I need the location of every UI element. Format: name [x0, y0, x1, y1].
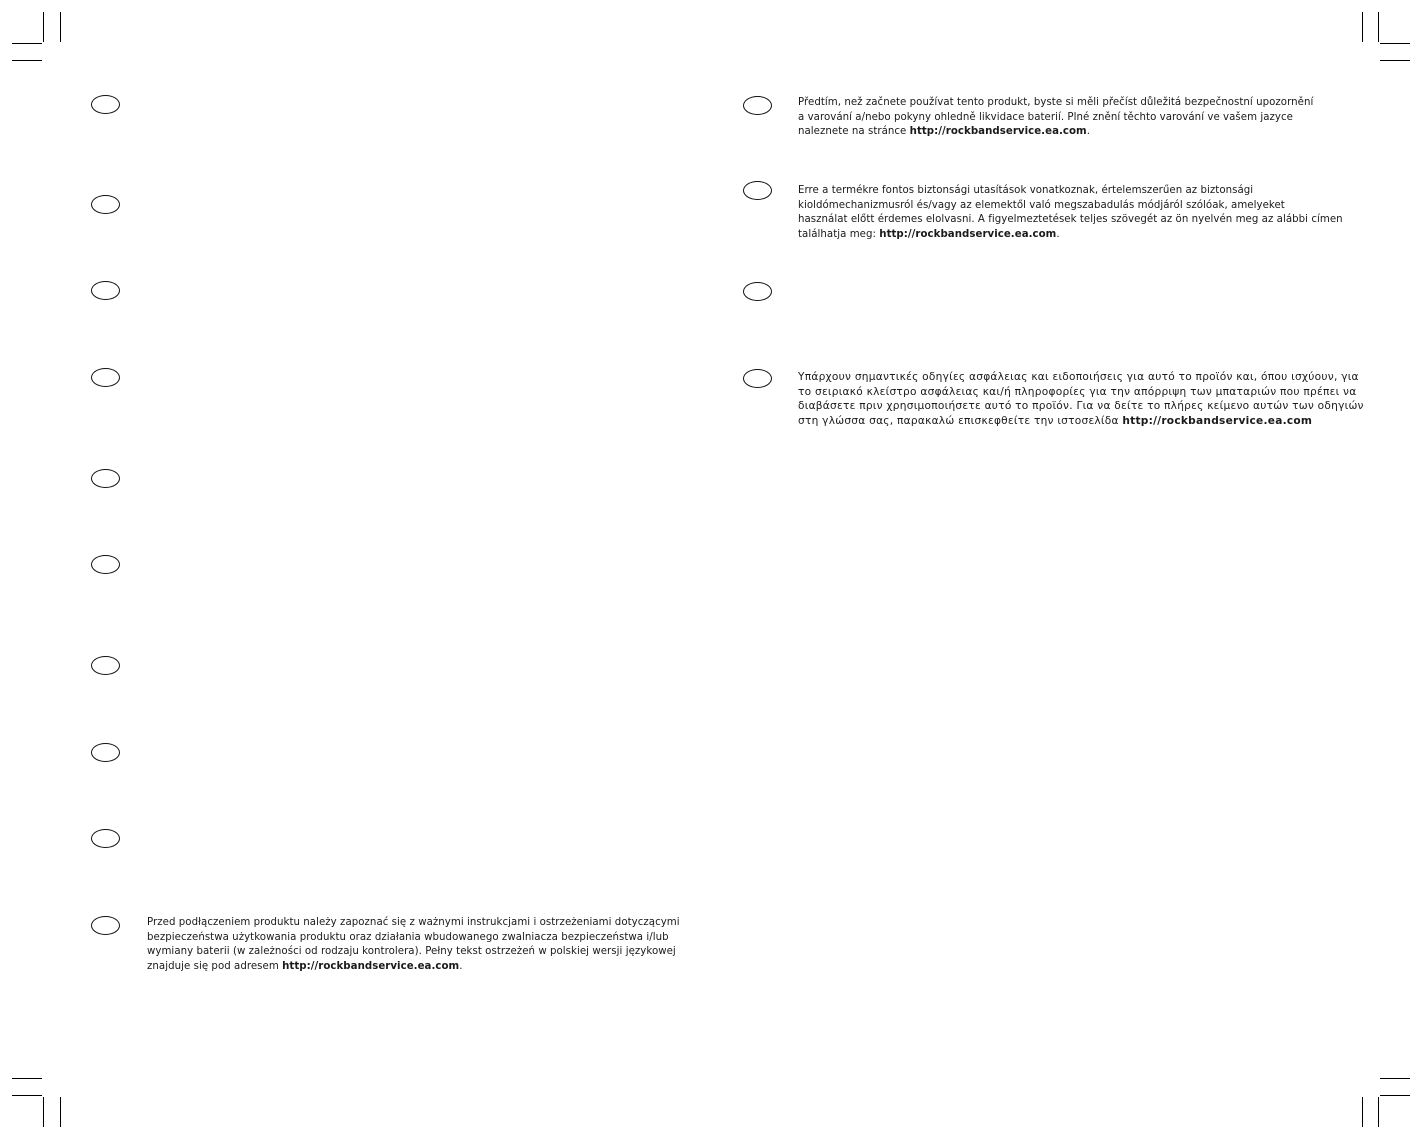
- notice-line: bezpieczeństwa użytkowania produktu oraz działania wbudowanego zwalniacza bezpieczeństwa i/lub: [147, 931, 669, 943]
- notice-line: a varování a/nebo pokyny ohledně likvidace baterií. Plné znění těchto varování ve vašem jazyce: [798, 111, 1293, 123]
- notice-line: το σειριακό κλείστρο ασφάλειας και/ή πληροφορίες για την απόρριψη των μπαταριών που πρέπει να: [798, 385, 1357, 398]
- notice-text: naleznete na stránce: [798, 126, 910, 138]
- notice-line-last: [798, 125, 1313, 140]
- crop-mark: [12, 1095, 42, 1096]
- crop-mark: [60, 12, 61, 42]
- notice-text: znajduje się pod adresem: [147, 960, 283, 972]
- language-badge: [91, 656, 120, 675]
- language-badge: [91, 555, 120, 574]
- notice-line: Předtím, než začnete používat tento produkt, byste si měli přečíst důležitá bezpečnostní upozornění: [798, 97, 1314, 108]
- service-url: http://rockbandservice.ea.com: [282, 960, 460, 972]
- service-url: http://rockbandservice.ea.com: [1122, 414, 1313, 427]
- crop-mark: [1378, 12, 1379, 42]
- notice-line: Erre a termékre fontos biztonsági utasítások vonatkoznak, értelemszerűen az biztonsági: [798, 185, 1254, 196]
- crop-mark: [1378, 1097, 1379, 1127]
- safety-notice-cz: [798, 96, 1313, 140]
- language-badge-gr: [743, 369, 772, 388]
- service-url: http://rockbandservice.ea.com: [879, 228, 1057, 240]
- crop-mark: [1362, 1097, 1363, 1127]
- notice-line: διαβάσετε πριν χρησιμοποιήσετε αυτό το προϊόν. Για να δείτε το πλήρες κείμενο αυτών των οδηγιών: [798, 400, 1364, 413]
- notice-line: kioldómechanizmusról és/vagy az elemektől való megszabadulás módjáról szólóak, amelyeket: [798, 199, 1285, 211]
- crop-mark: [12, 60, 42, 61]
- safety-notice-pl: [147, 916, 680, 974]
- crop-mark: [43, 1097, 44, 1127]
- crop-mark: [1380, 1095, 1410, 1096]
- crop-mark: [12, 1078, 42, 1079]
- notice-text: .: [1086, 126, 1091, 138]
- crop-mark: [60, 1097, 61, 1127]
- notice-line-last: [798, 414, 1364, 429]
- language-badge-hu: [743, 181, 772, 200]
- notice-line-last: [147, 960, 680, 975]
- notice-text: .: [459, 960, 463, 972]
- notice-line: használat előtt érdemes elolvasni. A figyelmeztetések teljes szövegét az ön nyelvén meg az alábbi címen: [798, 214, 1343, 226]
- notice-text: .: [1056, 228, 1060, 240]
- language-badge-cz: [743, 96, 772, 115]
- language-badge: [91, 368, 120, 387]
- notice-line: Przed podłączeniem produktu należy zapoznać się z ważnymi instrukcjami i ostrzeżeniami dotyczącymi: [147, 917, 680, 928]
- crop-mark: [1380, 43, 1410, 44]
- notice-line: wymiany baterii (w zależności od rodzaju kontrolera). Pełny tekst ostrzeżeń w polskiej wersji językowej: [147, 946, 676, 958]
- language-badge: [743, 282, 772, 301]
- language-badge: [91, 95, 120, 114]
- notice-line: Υπάρχουν σημαντικές οδηγίες ασφάλειας και ειδοποιήσεις για αυτό το προϊόν και, όπου ισχύουν, για: [798, 371, 1359, 383]
- crop-mark: [12, 43, 42, 44]
- crop-mark: [43, 12, 44, 42]
- safety-notice-gr: [798, 370, 1364, 428]
- crop-mark: [1362, 12, 1363, 42]
- safety-notice-hu: [798, 184, 1343, 242]
- language-badge: [91, 195, 120, 214]
- language-badge: [91, 829, 120, 848]
- language-badge-pl: [91, 916, 120, 935]
- notice-text: στη γλώσσα σας, παρακαλώ επισκεφθείτε την ιστοσελίδα: [798, 414, 1123, 427]
- crop-mark: [1380, 1078, 1410, 1079]
- language-badge: [91, 281, 120, 300]
- service-url: http://rockbandservice.ea.com: [909, 126, 1087, 138]
- language-badge: [91, 469, 120, 488]
- crop-mark: [1380, 60, 1410, 61]
- notice-text: találhatja meg:: [798, 228, 880, 240]
- language-badge: [91, 743, 120, 762]
- notice-line-last: [798, 228, 1343, 243]
